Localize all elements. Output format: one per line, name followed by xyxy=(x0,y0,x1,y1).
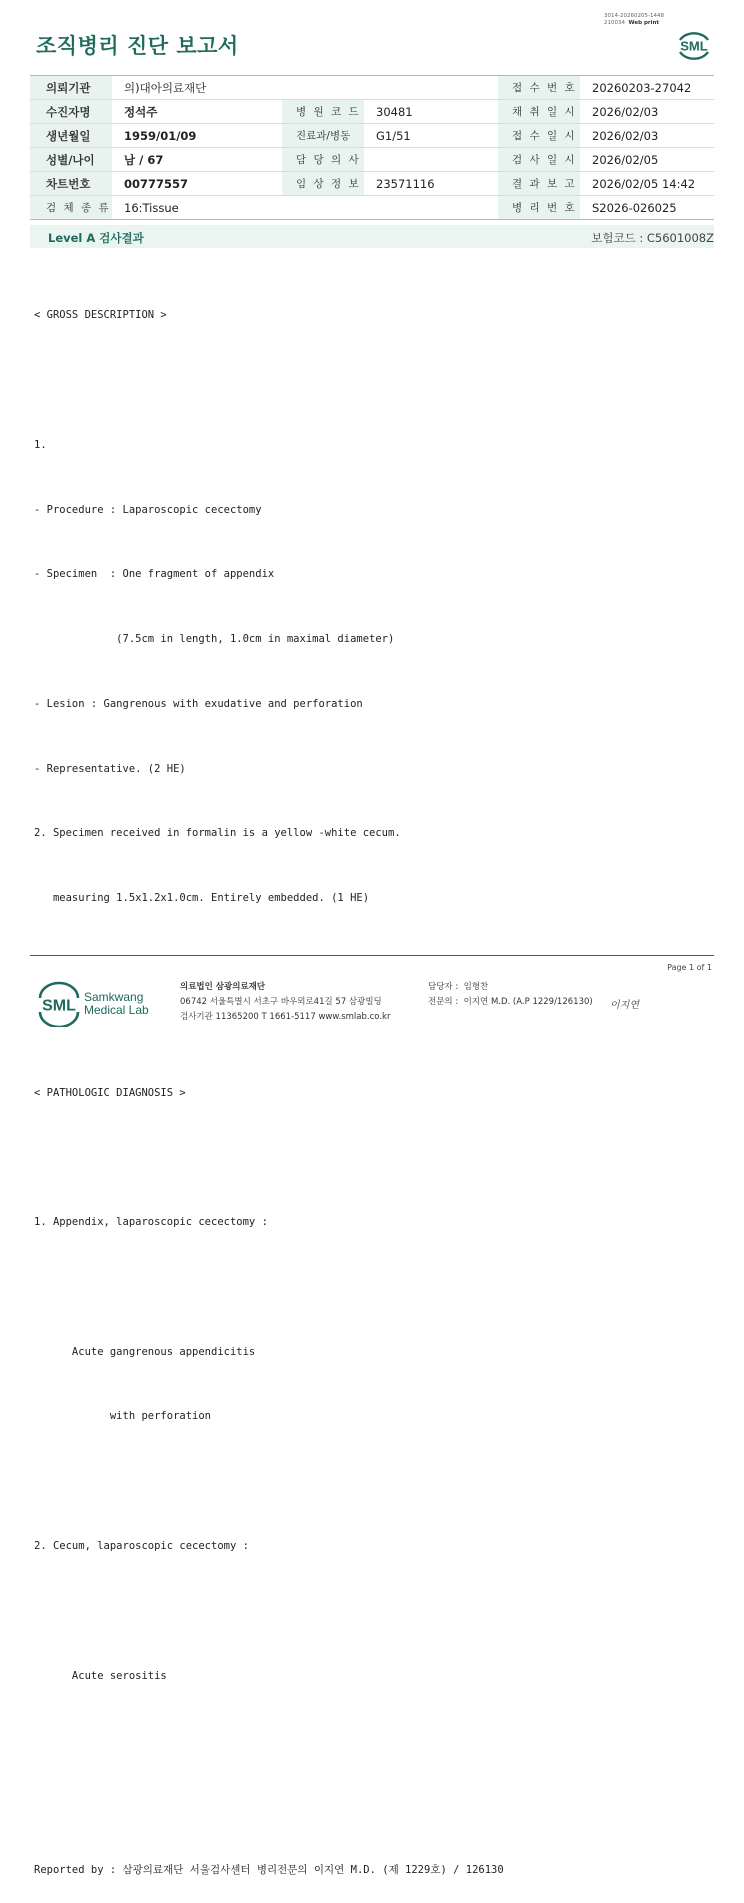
staff-name: 임형찬 xyxy=(463,982,489,992)
label-receipt-number: 접 수 번 호 xyxy=(498,76,580,100)
report-line: - Lesion : Gangrenous with exudative and perforation xyxy=(34,697,363,710)
reported-by-line: Reported by : 삼광의료재단 서울검사센터 병리전문의 이지연 M.D. (제 1229호) / 126130 xyxy=(34,1863,504,1876)
patient-info-table xyxy=(30,75,714,220)
specialist-name: 이지연 M.D. (A.P 1229/126130) xyxy=(463,997,593,1007)
report-line xyxy=(34,953,504,975)
value-clinical-info: 23571116 xyxy=(364,172,498,196)
label-specimen-type: 검 체 종 류 xyxy=(30,196,112,220)
info-row xyxy=(30,100,714,124)
report-line: - Representative. (2 HE) xyxy=(34,762,186,775)
value-sex-age: 남 / 67 xyxy=(112,148,282,172)
label-hospital-code: 병 원 코 드 xyxy=(282,100,364,124)
level-result-label: Level A 검사결과 xyxy=(48,231,144,245)
value-collection-date: 2026/02/03 xyxy=(580,100,714,124)
label-patient-name: 수진자명 xyxy=(30,100,112,124)
print-code: 210034 xyxy=(604,19,625,26)
report-line xyxy=(34,1601,504,1623)
label-physician: 담 당 의 사 xyxy=(282,148,364,172)
print-id: 3014-20260205-1448 xyxy=(604,13,664,19)
value-department: G1/51 xyxy=(364,124,498,148)
samkwang-logo-icon xyxy=(36,981,166,1027)
insurance-code: 보험코드 : C5601008Z xyxy=(591,231,714,245)
report-line: 2. Specimen received in formalin is a yellow -white cecum. xyxy=(34,827,401,840)
org-contact: 검사기관 11365200 T 1661-5117 www.smlab.co.kr xyxy=(180,1012,391,1022)
page-number: Page 1 of 1 xyxy=(667,963,712,972)
signature: 이지연 xyxy=(610,1000,639,1011)
report-body xyxy=(34,262,504,1903)
label-sex-age: 성별/나이 xyxy=(30,148,112,172)
value-birth-date: 1959/01/09 xyxy=(112,124,282,148)
info-row xyxy=(30,76,714,100)
value-chart-number: 00777557 xyxy=(112,172,282,196)
value-result-report: 2026/02/05 14:42 xyxy=(580,172,714,196)
report-line: < PATHOLOGIC DIAGNOSIS > xyxy=(34,1086,186,1099)
label-pathology-number: 병 리 번 호 xyxy=(498,196,580,220)
specialist-label: 전문의 : xyxy=(428,997,459,1007)
label-department: 진료과/병동 xyxy=(282,124,364,148)
page-title: 조직병리 진단 보고서 xyxy=(36,34,239,58)
report-line: 1. xyxy=(34,438,47,451)
info-row xyxy=(30,196,714,220)
report-line: - Procedure : Laparoscopic cecectomy xyxy=(34,503,262,516)
sml-logo-icon xyxy=(674,26,714,64)
report-line: 2. Cecum, laparoscopic cecectomy : xyxy=(34,1540,249,1553)
report-line: Acute gangrenous appendicitis xyxy=(34,1345,256,1358)
report-line: - Specimen : One fragment of appendix xyxy=(34,568,275,581)
logo-text: SML xyxy=(680,38,708,54)
label-test-date: 검 사 일 시 xyxy=(498,148,580,172)
report-line: 1. Appendix, laparoscopic cecectomy : xyxy=(34,1216,268,1229)
print-meta xyxy=(604,13,664,26)
report-line xyxy=(34,1795,504,1817)
value-specimen-type: 16:Tissue xyxy=(112,196,498,220)
value-physician xyxy=(364,148,498,172)
info-row xyxy=(30,124,714,148)
print-code-line xyxy=(604,20,664,27)
label-receipt-date: 접 수 일 시 xyxy=(498,124,580,148)
label-clinical-info: 임 상 정 보 xyxy=(282,172,364,196)
staff-label: 담당자 : xyxy=(428,982,459,992)
report-line xyxy=(34,1471,504,1493)
value-receipt-date: 2026/02/03 xyxy=(580,124,714,148)
label-collection-date: 채 취 일 시 xyxy=(498,100,580,124)
value-patient-name: 정석주 xyxy=(112,100,282,124)
label-result-report: 결 과 보 고 xyxy=(498,172,580,196)
value-pathology-number: S2026-026025 xyxy=(580,196,714,220)
footer-org-info xyxy=(180,980,390,1025)
org-name: 의료법인 삼광의료재단 xyxy=(180,982,266,992)
footer-staff-info xyxy=(428,980,593,1010)
org-address: 06742 서울특별시 서초구 바우뫼로41길 57 삼광빌딩 xyxy=(180,997,382,1007)
report-line xyxy=(34,370,504,392)
report-line: measuring 1.5x1.2x1.0cm. Entirely embedded. (1 HE) xyxy=(34,892,370,905)
value-requesting-org: 의)대아의료재단 xyxy=(112,76,498,100)
report-line: (7.5cm in length, 1.0cm in maximal diameter) xyxy=(34,633,395,646)
print-label: Web print xyxy=(628,19,660,26)
footer-logo-name-1: Samkwang xyxy=(84,990,144,1004)
label-chart-number: 차트번호 xyxy=(30,172,112,196)
footer-logo-text: SML xyxy=(42,997,76,1015)
report-line xyxy=(34,1730,504,1752)
footer-logo-name-2: Medical Lab xyxy=(84,1003,149,1017)
report-line: with perforation xyxy=(34,1410,212,1423)
report-line: Acute serositis xyxy=(34,1669,167,1682)
label-birth-date: 생년월일 xyxy=(30,124,112,148)
value-test-date: 2026/02/05 xyxy=(580,148,714,172)
label-requesting-org: 의뢰기관 xyxy=(30,76,112,100)
report-line: < GROSS DESCRIPTION > xyxy=(34,309,167,322)
info-row xyxy=(30,172,714,196)
report-line xyxy=(34,1277,504,1299)
value-hospital-code: 30481 xyxy=(364,100,498,124)
info-row xyxy=(30,148,714,172)
footer-divider xyxy=(30,955,714,956)
value-receipt-number: 20260203-27042 xyxy=(580,76,714,100)
report-line xyxy=(34,1147,504,1169)
